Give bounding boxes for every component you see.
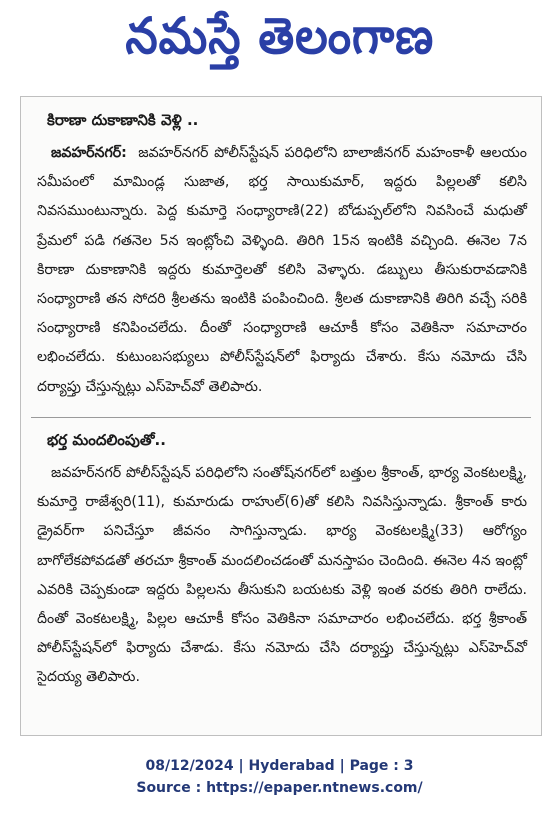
masthead	[0, 0, 559, 84]
article-grocery-store	[21, 107, 541, 402]
article-heading: కిరాణా దుకాణానికి వెళ్లి ..	[47, 111, 199, 129]
article-body	[37, 139, 527, 402]
dateline: జవహర్‌నగర్:	[51, 145, 127, 161]
article-body: జవహర్‌నగర్ పోలీస్‌స్టేషన్ పరిధిలోని సంతోష్‌నగర్‌లో బత్తుల శ్రీకాంత్, భార్య వెంకటలక్ష్మి, కుమార్తె రాజేశ్వరి(11), కుమారుడు రాహుల్(6)తో కలిసి నివసిస్తున్నాడు. శ్రీకాంత్ కారు డ్రైవర్‌గా పనిచేస్తూ జీవనం సాగిస్తున్నాడు. భార్య వెంకటలక్ష్మి(33) ఆరోగ్యం బాగోలేకపోవడతో తరచూ శ్రీకాంత్ మందలించడంతో మనస్తాపం చెందింది. ఈనెల 4న ఇంట్లో ఎవరికి చెప్పకుండా ఇద్దరు పిల్లలను తీసుకుని బయటకు వెళ్లి ఇంత వరకు తిరిగి రాలేదు. దీంతో వెంకటలక్ష్మి, పిల్లల ఆచూకీ కోసం వెతికినా సమాచారం లభించలేదు. భర్త శ్రీకాంత్ పోలీస్‌స్టేషన్‌లో ఫిర్యాదు చేశాడు. కేసు నమోదు చేసి దర్యాప్తు చేస్తున్నట్లు ఎస్‌హెచ్‌వో సైదయ్య తెలిపారు.	[37, 465, 527, 686]
news-clipping	[20, 96, 542, 736]
edition-info: 08/12/2024 | Hyderabad | Page : 3	[145, 758, 414, 774]
article-divider	[31, 417, 531, 418]
source-url: Source : https://epaper.ntnews.com/	[136, 780, 423, 796]
article-husband-scolding	[21, 427, 541, 693]
article-text: జవహర్‌నగర్ పోలీస్‌స్టేషన్ పరిధిలోని బాలాజీనగర్ మహంకాళీ ఆలయం సమీపంలో మామిండ్ల సుజాత, భర్త సాయికుమార్, ఇద్దరు పిల్లలతో కలిసి నివసముంటున్నారు. పెద్ద కుమార్తె సంధ్యారాణి(22) బోడుప్పల్‌లోని నివసించే మధుతో ప్రేమలో పడి గతనెల 5న ఇంట్లోంచి వెళ్ళింది. తిరిగి 15న ఇంటికి వచ్చింది. ఈనెల 7న కిరాణా దుకాణానికి ఇద్దరు కుమార్తెలతో కలిసి వెళ్ళారు. డబ్బులు తీసుకురావడానికి సంధ్యారాణి తన సోదరి శ్రీలతను ఇంటికి పంపించింది. శ్రీలత దుకాణానికి తిరిగి వచ్చే సరికి సంధ్యారాణి కనిపించలేదు. దీంతో సంధ్యారాణి ఆచూకీ కోసం వెతికినా సమాచారం లభించలేదు. కుటుంబసభ్యులు పోలీస్‌స్టేషన్‌లో ఫిర్యాదు చేశారు. కేసు నమోదు చేసి దర్యాప్తు చేస్తున్నట్లు ఎస్‌హెచ్‌వో తెలిపారు.	[37, 145, 527, 395]
newspaper-logo: నమస్తే తెలంగాణ	[125, 6, 434, 65]
article-heading: భర్త మందలింపుతో..	[47, 431, 166, 449]
